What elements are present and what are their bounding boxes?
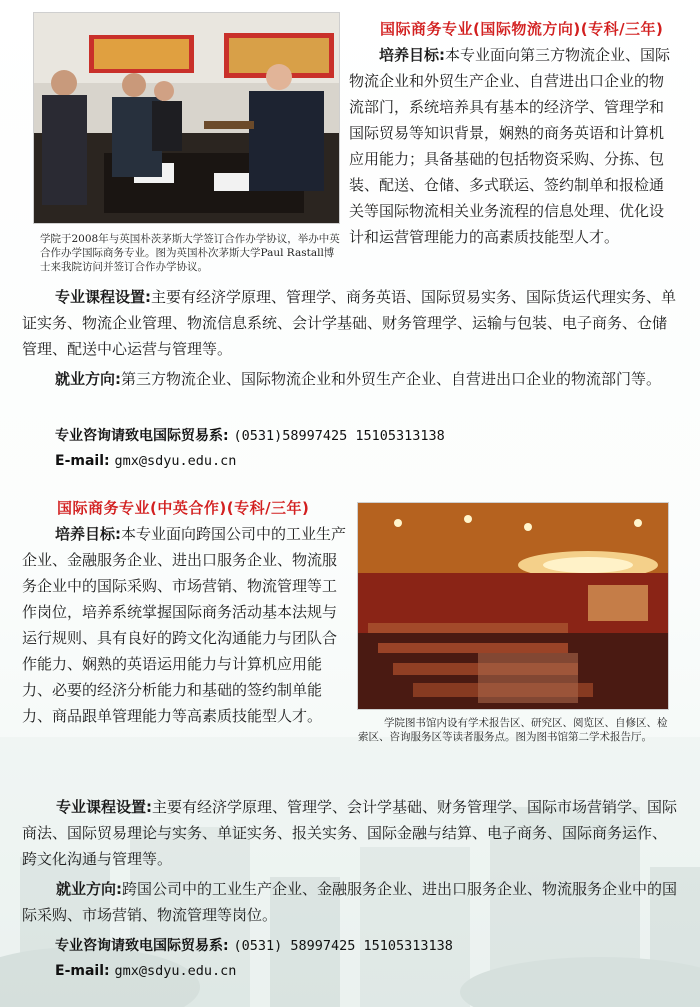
signing-photo-caption: 学院于2008年与英国朴茨茅斯大学签订合作办学协议，举办中英合作办学国际商务专业。图为英国朴次茅斯大学Paul Rastall博士来我院访问并签订合作办学协议。 <box>40 233 340 273</box>
email-value[interactable]: gmx@sdyu.edu.cn <box>114 453 237 469</box>
email-label: E-mail: <box>55 963 110 979</box>
email-value[interactable]: gmx@sdyu.edu.cn <box>114 963 237 979</box>
courses-label: 专业课程设置: <box>55 288 151 306</box>
phone-value: (0531) 58997425 15105313138 <box>233 938 453 954</box>
section2-title: 国际商务专业(中英合作)(专科/三年) <box>57 499 310 517</box>
section1-title: 国际商务专业(国际物流方向)(专科/三年) <box>380 20 664 38</box>
jobs-label: 就业方向: <box>55 370 121 388</box>
lecture-hall-photo <box>357 502 669 710</box>
section1-goal <box>349 42 677 250</box>
courses-text: 主要有经济学原理、管理学、商务英语、国际贸易实务、国际货运代理实务、单证实务、物流企业管理、物流信息系统、会计学基础、财务管理学、运输与包装、电子商务、仓储管理、配送中心运营与管理等。 <box>22 288 677 358</box>
lecture-hall-caption: 学院图书馆内设有学术报告区、研究区、阅览区、自修区、检索区、咨询服务区等读者服务点。图为图书馆第二学术报告厅。 <box>358 717 668 743</box>
goal-label: 培养目标: <box>55 525 121 543</box>
signing-ceremony-photo <box>33 12 340 224</box>
goal-text: 本专业面向跨国公司中的工业生产企业、金融服务企业、进出口服务企业、物流服务企业中的国际采购、市场营销、物流管理等工作岗位，培养系统掌握国际商务活动基本法规与运行规则、具有良好的跨文化沟通能力与团队合作能力、娴熟的英语运用能力与计算机应用能力、必要的经济分析能力和基础的签约制单能力、商品跟单管理能力等高素质技能型人才。 <box>22 525 347 725</box>
jobs-text: 跨国公司中的工业生产企业、金融服务企业、进出口服务企业、物流服务企业中的国际采购、市场营销、物流管理等岗位。 <box>22 880 678 924</box>
goal-label: 培养目标: <box>379 46 445 64</box>
courses-label: 专业课程设置: <box>56 798 152 816</box>
courses-text: 主要有经济学原理、管理学、会计学基础、财务管理学、国际市场营销学、国际商法、国际贸易理论与实务、单证实务、报关实务、国际金融与结算、电子商务、国际商务运作、跨文化沟通与管理等。 <box>22 798 678 868</box>
section2-phone <box>55 935 453 955</box>
phone-label: 专业咨询请致电国际贸易系: <box>55 428 229 444</box>
section2-jobs <box>22 876 678 928</box>
goal-text: 本专业面向第三方物流企业、国际物流企业和外贸生产企业、自营进出口企业的物流部门，系统培养具有基本的经济学、管理学和国际贸易等知识背景，娴熟的商务英语和计算机应用能力；具备基础的包括物资采购、分拣、包装、配送、仓储、多式联运、签约制单和报检通关等国际物流相关业务流程的信息处理、优化设计和运营管理能力的高素质技能型人才。 <box>349 46 671 246</box>
section2-courses <box>22 794 678 872</box>
phone-value: (0531)58997425 15105313138 <box>233 428 445 444</box>
section1-phone <box>55 425 445 445</box>
jobs-label: 就业方向: <box>56 880 122 898</box>
email-label: E-mail: <box>55 453 110 469</box>
section1-jobs <box>22 366 678 392</box>
jobs-text: 第三方物流企业、国际物流企业和外贸生产企业、自营进出口企业的物流部门等。 <box>121 370 662 388</box>
section2-goal <box>22 521 348 729</box>
phone-label: 专业咨询请致电国际贸易系: <box>55 938 229 954</box>
section1-email <box>55 453 236 469</box>
section1-courses <box>22 284 678 362</box>
section2-email <box>55 963 236 979</box>
